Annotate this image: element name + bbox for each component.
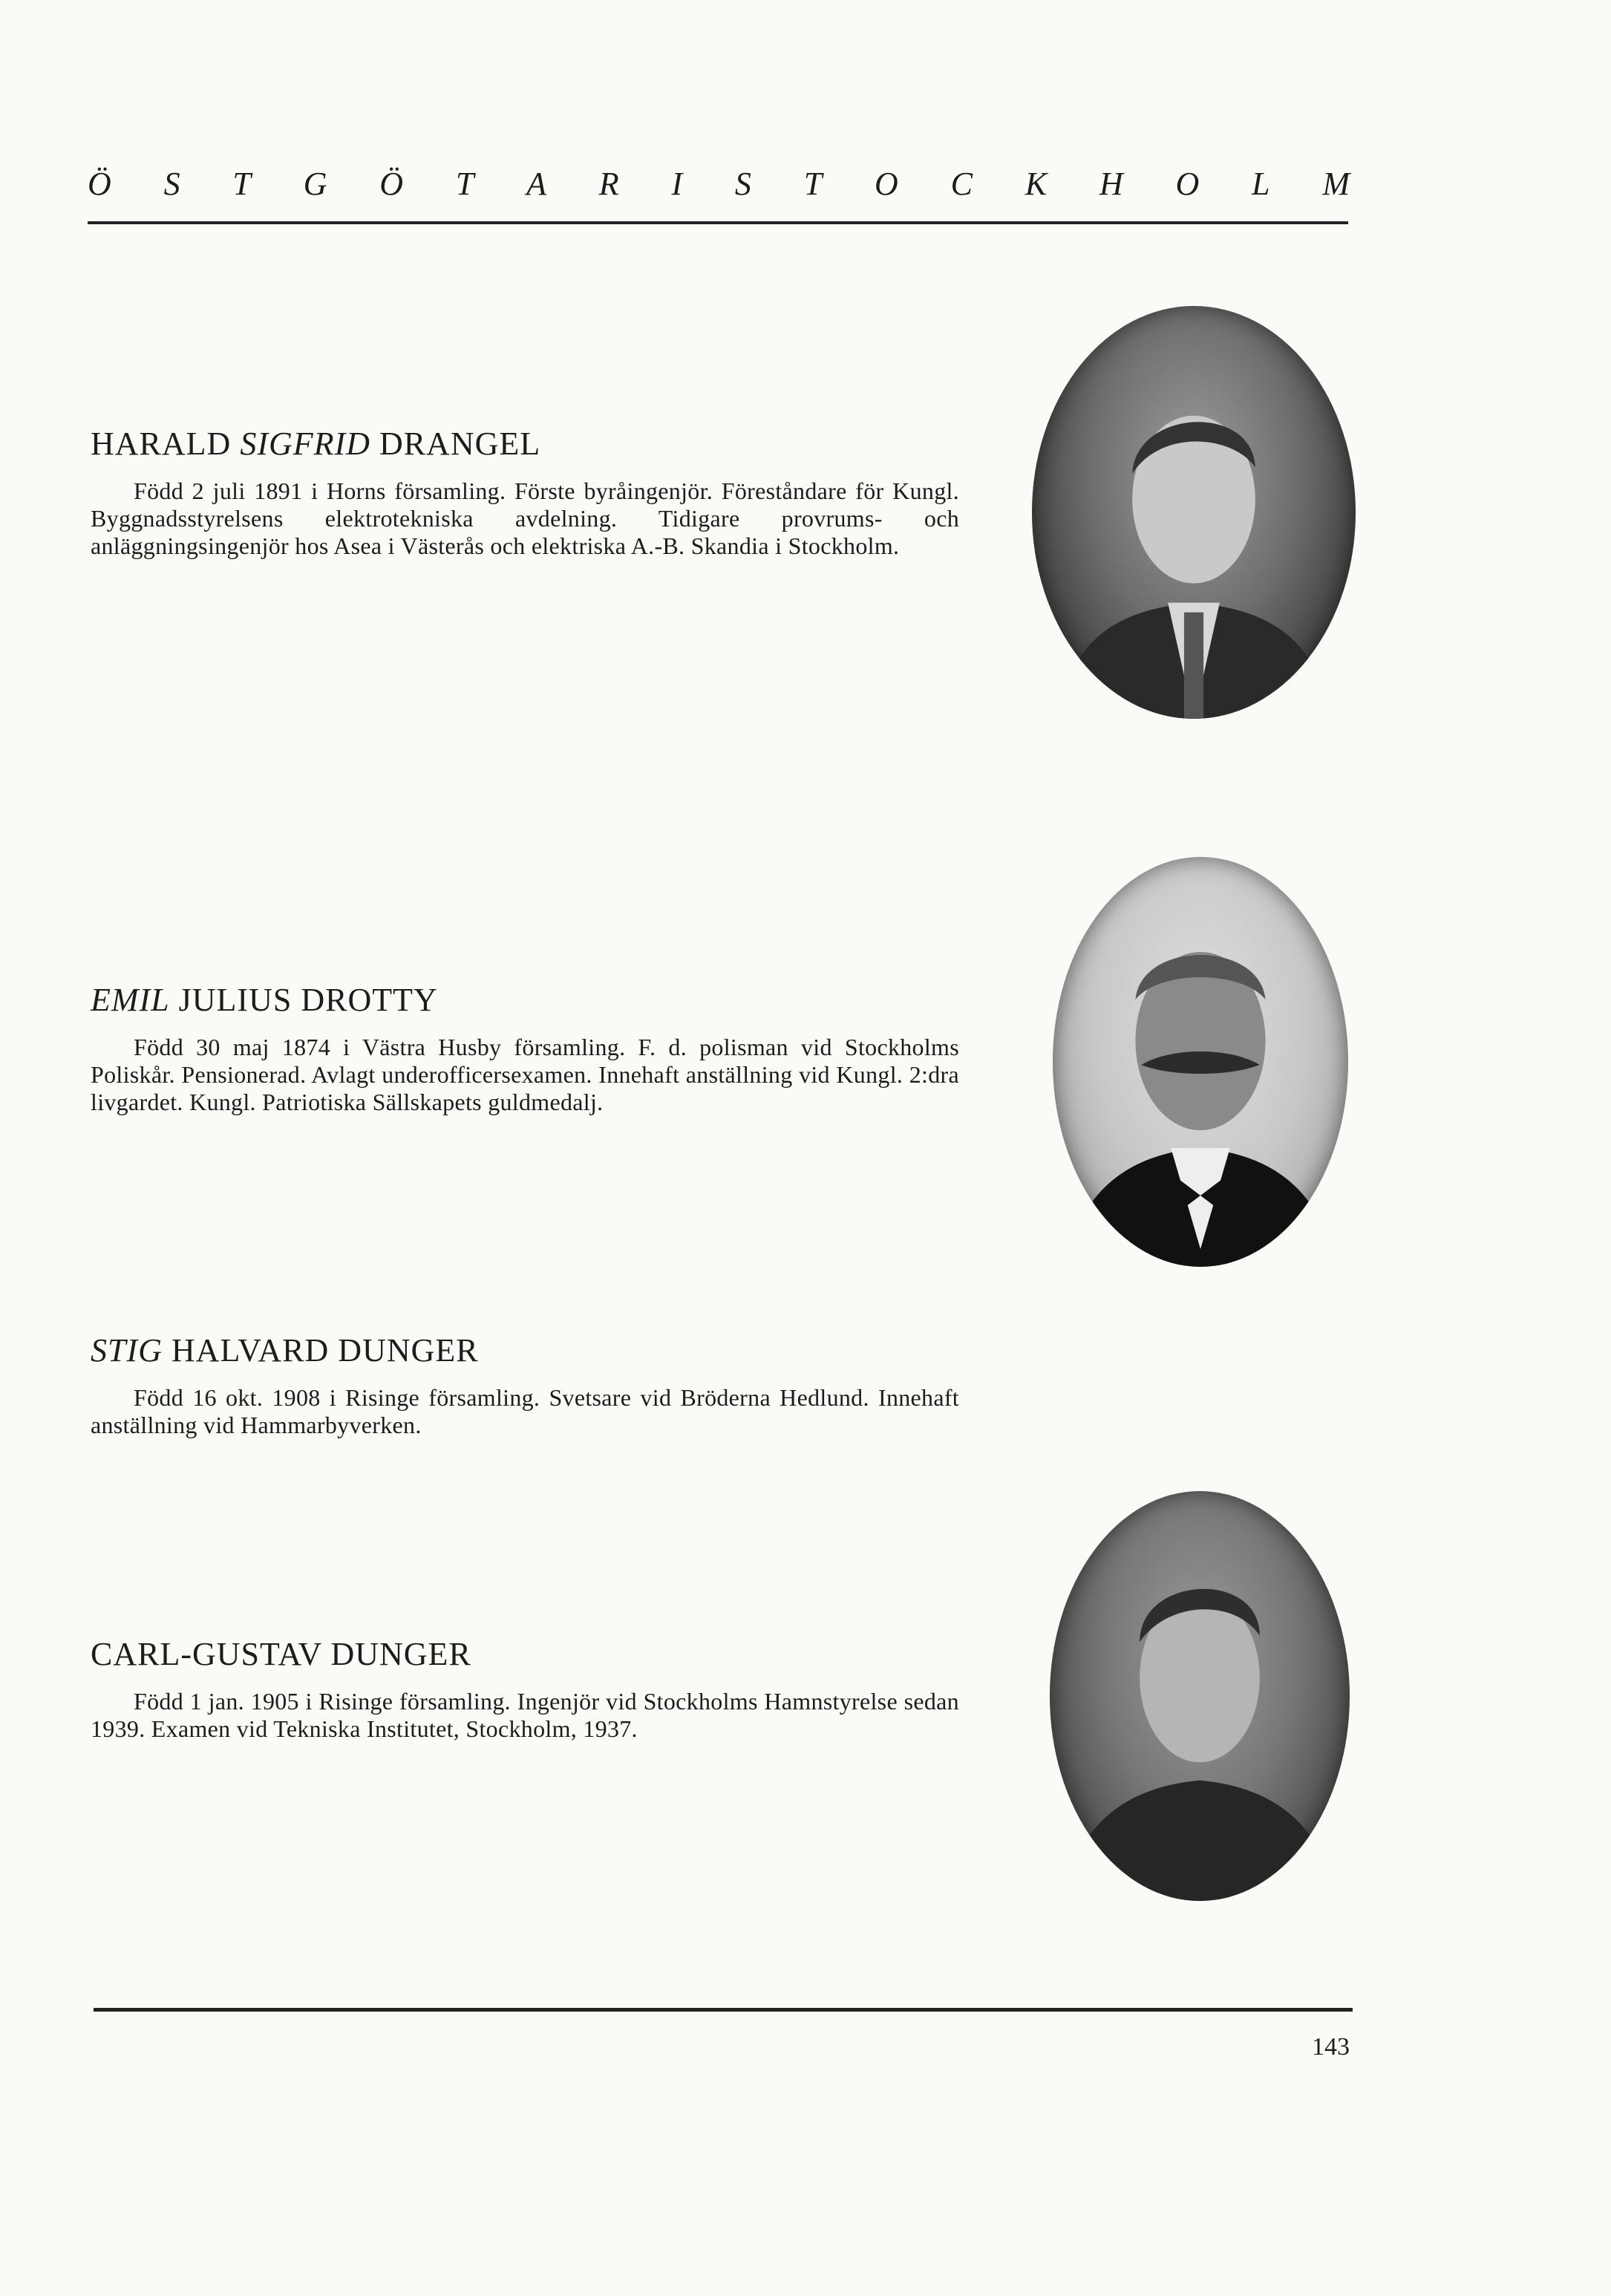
entry-bio: Född 1 jan. 1905 i Risinge församling. Ingenjör vid Stockholms Hamnstyrelse sedan 1939. Examen vid Tekniska Institutet, Stockholm, 1937. [91,1688,959,1742]
header-letter: O [1175,166,1200,202]
header-letter: S [163,166,180,202]
header-letter: R [598,166,619,202]
header-rule [88,221,1348,224]
entry-bio: Född 30 maj 1874 i Västra Husby församling. F. d. polisman vid Stockholms Poliskår. Pensionerad. Avlagt underofficersexamen. Innehaft anställning vid Kungl. 2:dra livgardet. Kungl. Patriotiska Sällskapets guldmedalj. [91,1034,959,1115]
header-letter: K [1025,166,1048,202]
footer-rule [94,2008,1353,2012]
portrait-photo-drangel [1032,306,1356,719]
biography-entry-carl-gustav-dunger [91,1635,959,1743]
page-number: 143 [1312,2033,1350,2061]
name-italic-part: STIG [91,1332,163,1369]
header-letter: Ö [379,166,404,202]
name-part: JULIUS DROTTY [169,982,438,1018]
biography-entry-stig-dunger [91,1331,959,1439]
header-letter: L [1252,166,1270,202]
header-letter: Ö [88,166,111,202]
running-header [88,165,1350,203]
header-letter: T [455,166,474,202]
name-italic-part: EMIL [91,982,170,1018]
portrait-silhouette [1032,306,1356,719]
header-letter: A [526,166,546,202]
biography-entry-drotty [91,981,959,1116]
portrait-photo-carl-gustav-dunger [1050,1491,1350,1901]
entry-bio: Född 16 okt. 1908 i Risinge församling. Svetsare vid Bröderna Hedlund. Innehaft anställning vid Hammarbyverken. [91,1384,959,1438]
portrait-photo-drotty [1053,857,1348,1267]
name-part: DRANGEL [370,425,541,462]
name-part: CARL-GUSTAV DUNGER [91,1636,471,1672]
header-letter: I [671,166,683,202]
header-letter: M [1322,166,1350,202]
header-letter: H [1099,166,1123,202]
name-italic-part: SIGFRID [240,425,370,462]
header-letter: T [232,166,251,202]
name-part: HARALD [91,425,241,462]
entry-bio: Född 2 juli 1891 i Horns församling. Förste byråingenjör. Föreståndare för Kungl. Byggnadsstyrelsens elektrotekniska avdelning. Tidigare provrums- och anläggningsingenjör hos Asea i Västerås och elektriska A.-B. Skandia i Stockholm. [91,477,959,559]
header-letter: O [875,166,898,202]
entry-name [91,1635,959,1673]
header-letter: G [303,166,327,202]
entry-name [91,425,959,463]
header-letter: S [734,166,751,202]
portrait-silhouette [1053,857,1348,1267]
header-letter: T [803,166,823,202]
header-letter: C [950,166,973,202]
portrait-silhouette [1050,1491,1350,1901]
biography-entry-drangel [91,425,959,560]
name-part: HALVARD DUNGER [162,1332,479,1369]
entry-name [91,1331,959,1369]
entry-name [91,981,959,1019]
